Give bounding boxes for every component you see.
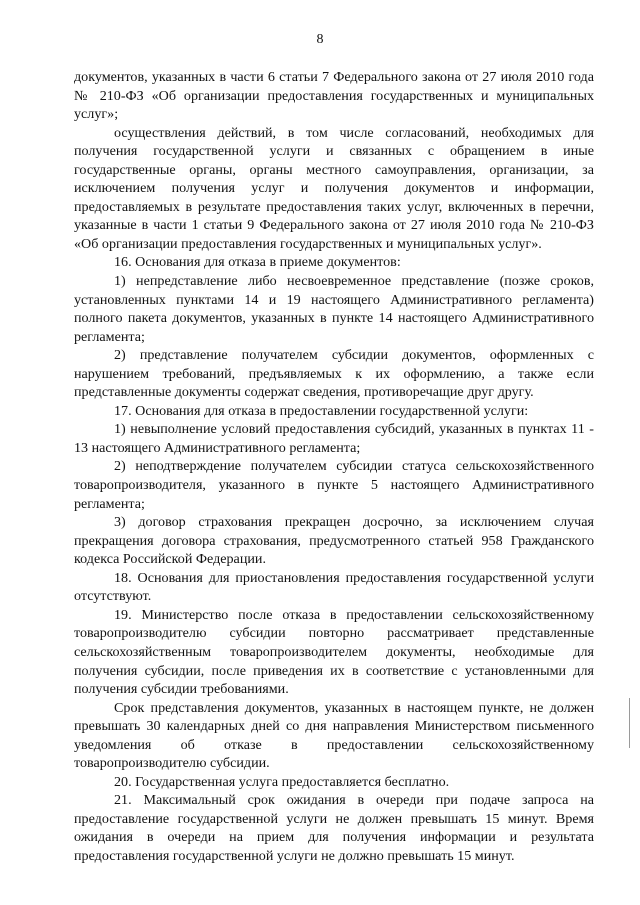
paragraph-21: 21. Максимальный срок ожидания в очереди при подаче запроса на предоставление государственной услуги не должен превышать 15 минут. Время ожидания в очереди на прием для получения информации и результата предоставления государственной услуги не должно превышать 15 минут. [74, 792, 594, 864]
paragraph-17-item-2: 2) неподтверждение получателем субсидии статуса сельскохозяйственного товаропроизводителя, указанного в пункте 5 настоящего Административного регламента; [74, 458, 594, 512]
paragraph-16-item-1: 1) непредставление либо несвоевременное представление (позже сроков, установленных пунктами 14 и 19 настоящего Административного регламента) полного пакета документов, указанных в пункте 14 настоящего Административного регламента; [74, 273, 594, 345]
document-body [74, 68, 594, 866]
paragraph-continuation: документов, указанных в части 6 статьи 7 Федерального закона от 27 июля 2010 года № 210-ФЗ «Об организации предоставления государственных и муниципальных услуг»; [74, 69, 594, 123]
paragraph-16-heading: 16. Основания для отказа в приеме документов: [114, 254, 401, 271]
paragraph-17-item-1: 1) невыполнение условий предоставления субсидий, указанных в пунктах 11 - 13 настоящего Административного регламента; [74, 421, 594, 456]
paragraph-17-item-3: 3) договор страхования прекращен досрочно, за исключением случая прекращения договора страхования, предусмотренного статьей 958 Гражданского кодекса Российской Федерации. [74, 514, 594, 568]
scan-edge-mark [629, 698, 630, 748]
page-number: 8 [316, 32, 324, 47]
paragraph-19-term: Срок представления документов, указанных в настоящем пункте, не должен превышать 30 календарных дней со дня направления Министерством письменного уведомления об отказе в предоставлении сельскохозяйственному товаропроизводителю субсидии. [74, 699, 594, 772]
paragraph-19: 19. Министерство после отказа в предоставлении сельскохозяйственному товаропроизводителю субсидии повторно рассматривает представленные сельскохозяйственным товаропроизводителем документы, необходимые для получения субсидии, после приведения их в соответствие с установленными для получения субсидии требованиями. [74, 606, 594, 698]
paragraph-16-item-2: 2) представление получателем субсидии документов, оформленных с нарушением требований, предъявляемых к их оформлению, а также если представленные документы содержат сведения, противоречащие друг другу. [74, 347, 594, 401]
paragraph-17-heading: 17. Основания для отказа в предоставлении государственной услуги: [114, 402, 529, 419]
paragraph-actions-approvals: осуществления действий, в том числе согласований, необходимых для получения государственной услуги и связанных с обращением в иные государственные органы, органы местного самоуправления, организации, за исключением получения услуг и получения документов и информации, предоставляемых в результате предоставления таких услуг, включенных в перечни, указанные в части 1 статьи 9 Федерального закона от 27 июля 2010 года № 210-ФЗ «Об организации предоставления государственных и муниципальных услуг». [74, 124, 594, 252]
paragraph-20: 20. Государственная услуга предоставляется бесплатно. [114, 773, 450, 790]
paragraph-18: 18. Основания для приостановления предоставления государственной услуги отсутствуют. [74, 569, 594, 605]
